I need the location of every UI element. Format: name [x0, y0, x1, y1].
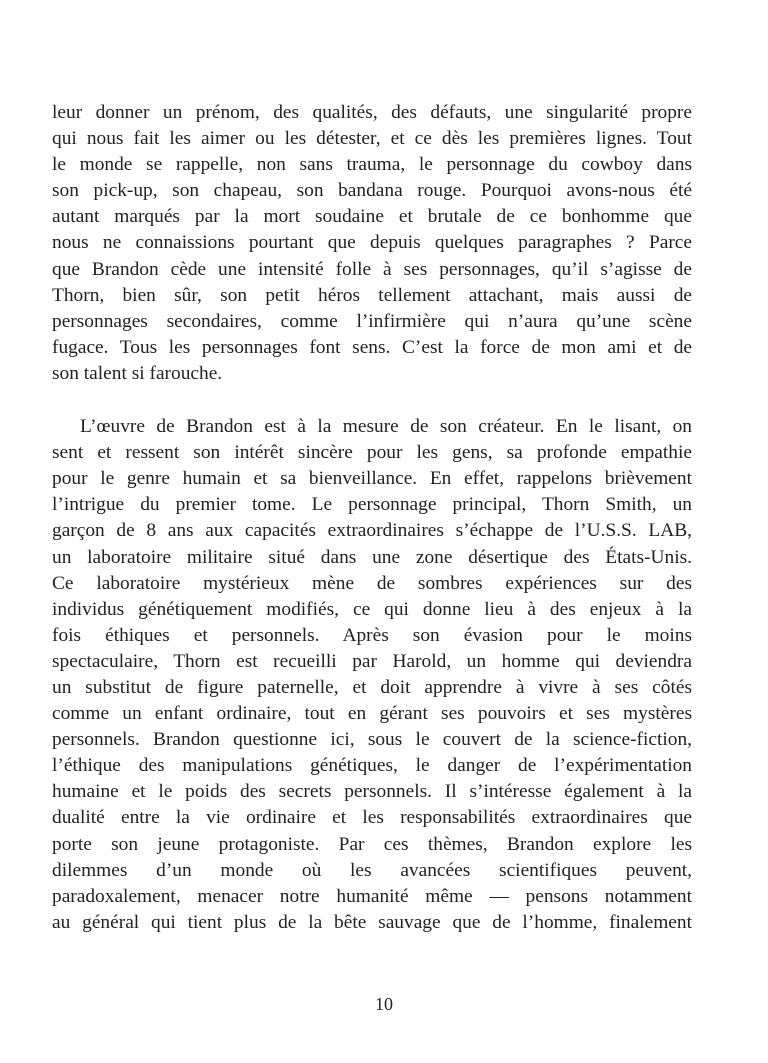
text-line: comme un enfant ordinaire, tout en gérant ses pouvoirs et ses mystères [52, 703, 692, 725]
text-line: son talent si farouche. [52, 362, 223, 384]
text-line: sent et ressent son intérêt sincère pour les gens, sa profonde empathie [52, 442, 692, 464]
text-line: personnels. Brandon questionne ici, sous le couvert de la science-fiction, [52, 729, 692, 751]
text-line: porte son jeune protagoniste. Par ces thèmes, Brandon explore les [52, 833, 692, 855]
text-line: individus génétiquement modifiés, ce qui donne lieu à des enjeux à la [52, 598, 692, 620]
text-line: nous ne connaissions pourtant que depuis quelques paragraphes ? Parce [52, 232, 692, 254]
text-line: Thorn, bien sûr, son petit héros tellement attachant, mais aussi de [52, 284, 692, 306]
text-line: Ce laboratoire mystérieux mène de sombres expériences sur des [52, 572, 692, 594]
paragraph-1 [52, 100, 692, 387]
paragraph-gap [52, 387, 692, 414]
text-line: au général qui tient plus de la bête sauvage que de l’homme, finalement [52, 911, 692, 933]
text-line: l’intrigue du premier tome. Le personnage principal, Thorn Smith, un [52, 494, 692, 516]
text-line: L’œuvre de Brandon est à la mesure de son créateur. En le lisant, on [80, 416, 692, 438]
text-line: le monde se rappelle, non sans trauma, le personnage du cowboy dans [52, 154, 692, 176]
page-number: 10 [375, 994, 393, 1014]
text-line: son pick-up, son chapeau, son bandana rouge. Pourquoi avons-nous été [52, 180, 692, 202]
text-line: pour le genre humain et sa bienveillance. En effet, rappelons brièvement [52, 468, 692, 490]
text-line: un laboratoire militaire situé dans une zone désertique des États-Unis. [52, 546, 692, 568]
text-line: spectaculaire, Thorn est recueilli par Harold, un homme qui deviendra [52, 650, 692, 672]
text-line: l’éthique des manipulations génétiques, le danger de l’expérimentation [52, 755, 692, 777]
text-line: dualité entre la vie ordinaire et les responsabilités extraordinaires que [52, 807, 692, 829]
text-line: que Brandon cède une intensité folle à ses personnages, qu’il s’agisse de [52, 258, 692, 280]
text-line: autant marqués par la mort soudaine et brutale de ce bonhomme que [52, 206, 692, 228]
paragraph-2 [52, 414, 692, 936]
text-line: un substitut de figure paternelle, et doit apprendre à vivre à ses côtés [52, 676, 692, 698]
text-line: personnages secondaires, comme l’infirmière qui n’aura qu’une scène [52, 310, 692, 332]
text-line: garçon de 8 ans aux capacités extraordinaires s’échappe de l’U.S.S. LAB, [52, 520, 692, 542]
text-line: humaine et le poids des secrets personnels. Il s’intéresse également à la [52, 781, 692, 803]
text-line: fugace. Tous les personnages font sens. C’est la force de mon ami et de [52, 336, 692, 358]
book-page-body [52, 100, 692, 936]
text-line: leur donner un prénom, des qualités, des défauts, une singularité propre [52, 102, 692, 123]
text-line: paradoxalement, menacer notre humanité même — pensons notamment [52, 885, 692, 907]
text-line: fois éthiques et personnels. Après son évasion pour le moins [52, 624, 692, 646]
text-line: dilemmes d’un monde où les avancées scientifiques peuvent, [52, 859, 692, 881]
text-line: qui nous fait les aimer ou les détester, et ce dès les premières lignes. Tout [52, 128, 692, 150]
